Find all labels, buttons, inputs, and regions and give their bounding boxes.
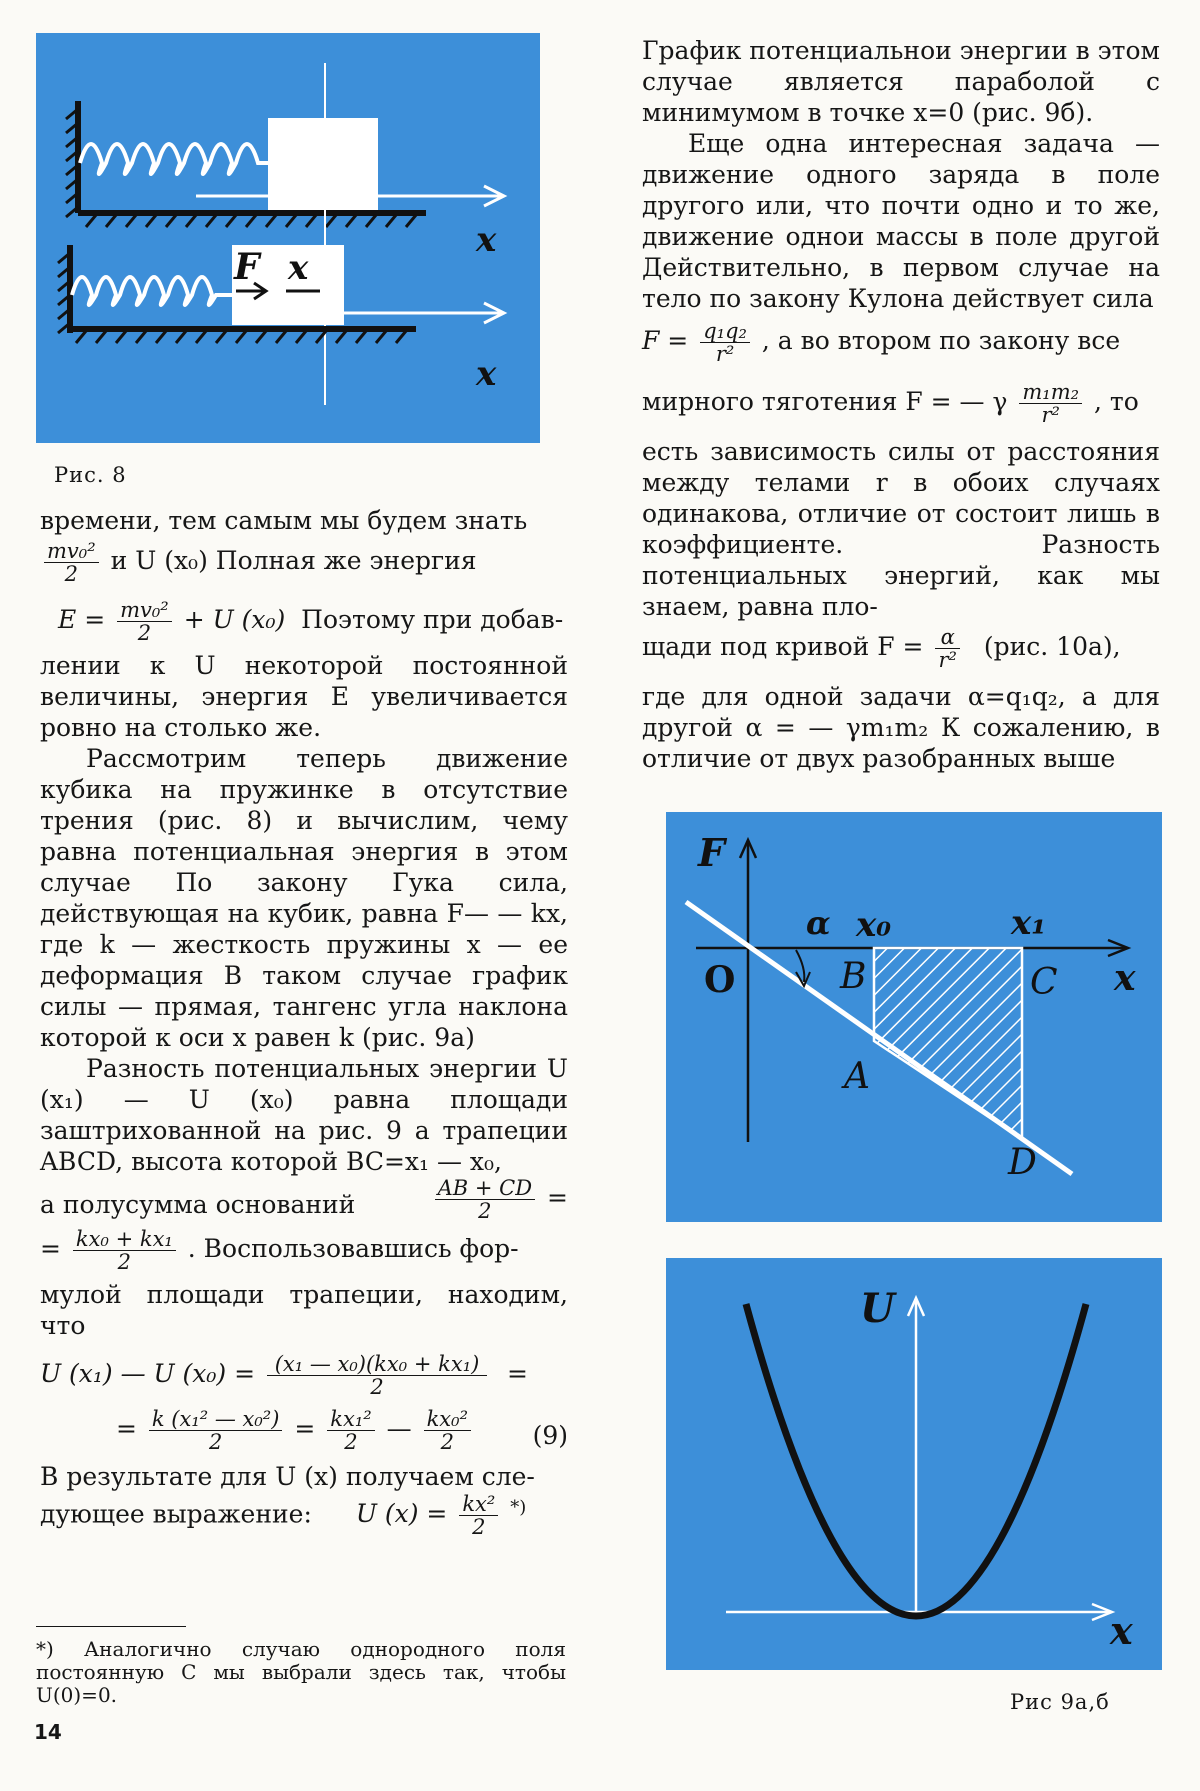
figure-9a-alpha-label: α (806, 904, 831, 942)
gravity-fraction: $\frac{\text{m₁m₂}}{\text{r²}}$ (1019, 381, 1082, 426)
eq4a-fraction: $\frac{\text{k (x₁² — x₀²)}}{2}$ (149, 1408, 283, 1453)
figure-8-lower-axis (336, 303, 504, 323)
left-line-1: времени, тем самым мы будем знать (40, 506, 528, 535)
figure-9b (666, 1258, 1162, 1670)
kinetic-fraction: $\frac{\text{mv₀²}}{2}$ (44, 540, 99, 585)
energy-fraction: $\frac{\text{mv₀²}}{2}$ (117, 599, 172, 644)
figure-9a-y-label: F (698, 830, 725, 875)
eq3-fraction: $\frac{\text{(x₁ — x₀)(kx₀ + kx₁)}}{2}$ (267, 1353, 487, 1398)
figure-8-upper-axis-label: x (476, 220, 497, 260)
left-hooke-paragraph: Рассмотрим теперь движение кубика на пружинке в отсутствие трения (рис. 8) и вычислим, чему равна потенциальная энергия в этом случае По закону Гука сила, действующая на кубик, равна F— — kx, где k — жесткость пружины x — ее деформация В таком случае график силы — прямая, тангенс угла наклона которой к оси x равен k (рис. 9а) (40, 744, 568, 1052)
equation-9-line-1: U (x₁) — U (x₀) = $\frac{\text{(x₁ — x₀)(kx₀ + kx₁)}}{2}$ = (40, 1352, 528, 1399)
figure-9b-axes (726, 1298, 1112, 1620)
figure-8-lower-spring (72, 277, 232, 305)
right-charges-paragraph: Еще одна интересная задача — движение одного заряда в поле другого или, что почти одно и то же, движение однои массы в поле другой Действительно, в первом случае на тело по закону Кулона действует сила (642, 129, 1160, 313)
figure-9a-x0-label: x₀ (856, 905, 892, 945)
figure-8-displacement-label: x (288, 248, 309, 288)
footnote-rule (36, 1626, 186, 1627)
half-sum-fraction: $\frac{AB + CD}{2}$ (435, 1177, 535, 1222)
right-alpha-paragraph: где для одной задачи α=q₁q₂, а для другой α = — γm₁m₂ К сожалению, в отличие от двух разобранных выше (642, 682, 1160, 773)
figure-9a-angle-arc (796, 950, 804, 982)
gravity-line: мирного тяготения F = — γ $\frac{\text{m₁m₂}}{\text{r²}}$ , то (642, 380, 1139, 427)
equation-9-line-2: = $\frac{\text{k (x₁² — x₀²)}}{2}$ = $\frac{\text{kx₁²}}{2}$ — $\frac{\text{kx₀²}}{2}$ (9) (116, 1407, 568, 1454)
figure-8-upper-spring (80, 144, 268, 174)
kx-fraction: $\frac{\text{kx₀ + kx₁}}{2}$ (73, 1228, 176, 1273)
figure-8-lower-axis-label: x (476, 354, 497, 394)
page-number: 14 (34, 1720, 62, 1744)
figure-9-caption: Рис 9а,б (1010, 1690, 1110, 1714)
result-fraction: $\frac{\text{kx²}}{2}$ (459, 1493, 498, 1538)
kx-line: = $\frac{\text{kx₀ + kx₁}}{2}$ . Воспользовавшись фор- (40, 1227, 519, 1274)
right-column (642, 35, 1160, 774)
eq4c-fraction: $\frac{\text{kx₀²}}{2}$ (424, 1408, 471, 1453)
left-trapezoid-line: мулой площади трапеции, находим, что (40, 1280, 568, 1340)
figure-9a-point-A: A (844, 1056, 870, 1097)
right-parabola-paragraph: График потенциальнои энергии в этом случае является параболой с минимумом в точке x=0 (рис. 9б). (642, 36, 1160, 127)
energy-equation: E = $\frac{\text{mv₀²}}{2}$ + U (x₀) Поэтому при добав- (58, 598, 564, 645)
figure-9a-origin-label: O (704, 959, 736, 1001)
equation-number: (9) (532, 1421, 568, 1450)
area-fraction: $\frac{\alpha}{\text{r²}}$ (935, 626, 959, 671)
left-kinetic-tail: и U (x₀) Полная же энергия (110, 546, 477, 575)
area-line: щади под кривой F = $\frac{\alpha}{\text{r²}}$ (рис. 10а), (642, 625, 1121, 672)
figure-8 (36, 33, 540, 443)
result-equation-line: дующее выражение: U (x) = $\frac{\text{kx²}}{2}$ *) (40, 1492, 527, 1540)
left-kinetic-line (40, 540, 568, 585)
figure-9a-point-B: B (840, 956, 867, 997)
figure-9b-y-label: U (860, 1285, 895, 1332)
left-difference-paragraph: Разность потенциальных энергии U (x₁) — U (x₀) равна площади заштрихованной на рис. 9 a трапеции ABCD, высота которой BC=x₁ — x₀, (40, 1054, 568, 1176)
half-sum-line: а полусумма оснований $\frac{AB + CD}{2}$ = (40, 1176, 568, 1223)
left-result-line: В результате для U (x) получаем сле- (40, 1462, 535, 1491)
figure-8-force-label: F (234, 246, 260, 288)
left-energy-paragraph: лении к U некоторой постоянной величины, энергия E увеличивается ровно на столько же. (40, 651, 568, 742)
coulomb-fraction: $\frac{\text{q₁q₂}}{\text{r²}}$ (700, 320, 750, 365)
figure-8-caption: Рис. 8 (54, 463, 127, 487)
eq4b-fraction: $\frac{\text{kx₁²}}{2}$ (327, 1408, 374, 1453)
figure-9b-x-label: x (1110, 1608, 1133, 1653)
figure-9a (666, 812, 1162, 1222)
footnote: *) Аналогично случаю однородного поля постоянную C мы выбрали здесь так, чтобы U(0)=0. (36, 1637, 566, 1707)
figure-9a-x1-label: x₁ (1011, 903, 1047, 943)
figure-9a-point-D: D (1008, 1142, 1037, 1183)
figure-9a-point-C: C (1030, 962, 1058, 1003)
right-distance-paragraph: есть зависимость силы от расстояния между телами r в обоих случаях одинакова, отличие от состоит лишь в коэффициенте. Разность потенциальных энергий, как мы знаем, равна пло- (642, 437, 1160, 621)
figure-9a-x-label: x (1114, 957, 1136, 999)
left-column (40, 505, 568, 1538)
figure-9a-hatched-trapezoid (874, 948, 1022, 1139)
coulomb-line: F = $\frac{\text{q₁q₂}}{\text{r²}}$ , а во втором по закону все (642, 319, 1121, 366)
